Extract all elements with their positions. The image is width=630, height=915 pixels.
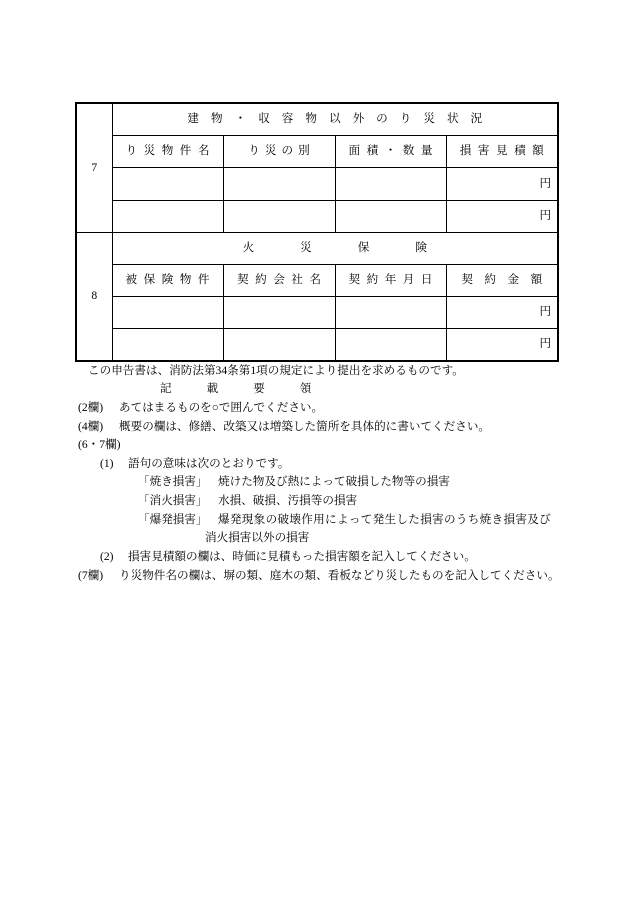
section-7-header-row — [76, 135, 558, 167]
note-4 — [0, 419, 630, 435]
note-2 — [0, 400, 630, 416]
notes-heading: 記載要領 — [160, 382, 347, 395]
section-7-entry-row-1 — [76, 167, 558, 200]
term-explosion-damage-continued — [0, 530, 630, 546]
note-7-label: (7欄) — [78, 569, 104, 582]
term-extinguishing-damage — [0, 493, 630, 509]
damage-form-table — [75, 102, 559, 362]
note-6-7-item-2-text: 損害見積額の欄は、時価に見積もった損害額を記入してください。 — [128, 550, 476, 563]
note-6-7 — [0, 437, 630, 453]
note-4-label: (4欄) — [78, 420, 104, 433]
section-7-title-row — [76, 103, 558, 135]
form-table-body — [76, 103, 558, 361]
note-6-7-item-2 — [0, 549, 630, 565]
note-6-7-label: (6・7欄) — [78, 438, 121, 451]
section-7-row-1-damage-type-cell — [223, 167, 335, 200]
section-7-row-1-area-quantity-cell — [335, 167, 446, 200]
section-8-number: 8 — [76, 232, 112, 361]
note-6-7-item-1-text: 語句の意味は次のとおりです。 — [128, 457, 290, 470]
note-6-7-item-2-label: (2) — [100, 550, 114, 563]
intro-text: この申告書は、消防法第34条第1項の規定により提出を求めるものです。 — [88, 364, 464, 377]
note-7-text: り災物件名の欄は、塀の類、庭木の類、看板などり災したものを記入してください。 — [119, 569, 560, 582]
section-8-row-1-insurer-name-cell — [223, 296, 335, 328]
section-7-row-1-item-name-cell — [112, 167, 223, 200]
note-2-label: (2欄) — [78, 401, 104, 414]
term-burn-damage-label: 「焼き損害」 — [138, 475, 208, 488]
section-7-header-estimated-damage: 損害見積額 — [446, 135, 558, 167]
section-7-header-item-name: り災物件名 — [112, 135, 223, 167]
section-8-row-2-yen-unit: 円 — [446, 328, 558, 361]
section-7-row-2-yen-unit: 円 — [446, 200, 558, 232]
term-extinguishing-damage-label: 「消火損害」 — [138, 494, 208, 507]
section-8-header-insurer-name: 契約会社名 — [223, 264, 335, 296]
note-2-text: あてはまるものを○で囲んでください。 — [119, 401, 324, 414]
section-8-entry-row-1 — [76, 296, 558, 328]
section-8-title: 火災保険 — [112, 232, 558, 264]
section-7-entry-row-2 — [76, 200, 558, 232]
section-7-row-2-damage-type-cell — [223, 200, 335, 232]
term-burn-damage — [0, 474, 630, 490]
section-8-row-2-insurer-name-cell — [223, 328, 335, 361]
section-7-title: 建物・収容物以外のり災状況 — [112, 103, 558, 135]
section-8-header-row — [76, 264, 558, 296]
section-8-header-contract-date: 契約年月日 — [335, 264, 446, 296]
section-7-header-area-quantity: 面積・数量 — [335, 135, 446, 167]
section-7-row-2-item-name-cell — [112, 200, 223, 232]
term-explosion-damage — [0, 512, 630, 528]
section-8-header-insured-item: 被保険物件 — [112, 264, 223, 296]
section-8-entry-row-2 — [76, 328, 558, 361]
section-8-row-1-contract-date-cell — [335, 296, 446, 328]
section-7-row-1-yen-unit: 円 — [446, 167, 558, 200]
section-8-row-1-insured-item-cell — [112, 296, 223, 328]
section-8-title-row — [76, 232, 558, 264]
term-explosion-damage-definition: 爆発現象の破壊作用によって発生した損害のうち焼き損害及び — [218, 513, 552, 526]
section-8-row-1-yen-unit: 円 — [446, 296, 558, 328]
note-4-text: 概要の欄は、修繕、改築又は増築した箇所を具体的に書いてください。 — [119, 420, 491, 433]
term-burn-damage-definition: 焼けた物及び熱によって破損した物等の損害 — [218, 475, 450, 488]
section-8-row-2-contract-date-cell — [335, 328, 446, 361]
section-8-row-2-insured-item-cell — [112, 328, 223, 361]
section-7-number: 7 — [76, 103, 112, 232]
note-6-7-item-1 — [0, 456, 630, 472]
term-explosion-damage-label: 「爆発損害」 — [138, 513, 208, 526]
section-7-row-2-area-quantity-cell — [335, 200, 446, 232]
note-6-7-item-1-label: (1) — [100, 457, 114, 470]
note-7 — [0, 568, 630, 584]
intro-line — [0, 363, 630, 379]
notes-heading-line — [0, 381, 630, 397]
section-7-header-damage-type: り災の別 — [223, 135, 335, 167]
term-explosion-damage-definition-cont: 消火損害以外の損害 — [205, 531, 310, 544]
section-8-header-contract-amount: 契約金額 — [446, 264, 558, 296]
term-extinguishing-damage-definition: 水損、破損、汚損等の損害 — [218, 494, 358, 507]
